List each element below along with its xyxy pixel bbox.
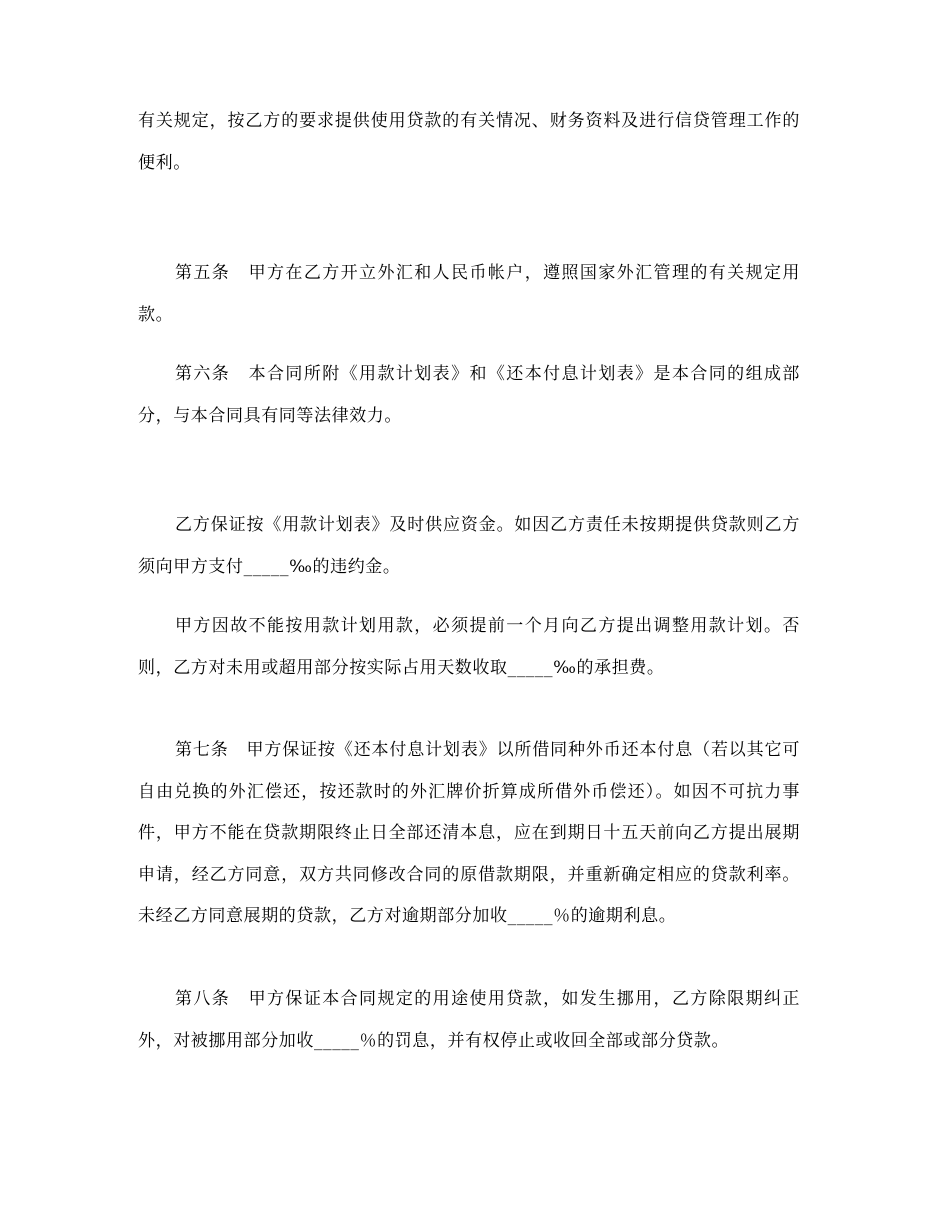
paragraph-continuation: 有关规定，按乙方的要求提供使用贷款的有关情况、财务资料及进行信贷管理工作的便利。 <box>138 111 800 173</box>
paragraph-lender-guarantee: 乙方保证按《用款计划表》及时供应资金。如因乙方责任未按期提供贷款则乙方须向甲方支付_____‰的违约金。 <box>138 515 800 577</box>
paragraph-article-7: 第七条 甲方保证按《还本付息计划表》以所借同种外币还本付息（若以其它可自由兑换的外汇偿还，按还款时的外汇牌价折算成所借外币偿还）。如因不可抗力事件，甲方不能在贷款期限终止日全部还清本息，应在到期日十五天前向乙方提出展期申请，经乙方同意，双方共同修改合同的原借款期限，并重新确定相应的贷款利率。未经乙方同意展期的贷款，乙方对逾期部分加收_____％的逾期利息。 <box>138 740 800 926</box>
paragraph-article-6: 第六条 本合同所附《用款计划表》和《还本付息计划表》是本合同的组成部分，与本合同具有同等法律效力。 <box>138 364 800 426</box>
paragraph-borrower-adjustment: 甲方因故不能按用款计划用款，必须提前一个月向乙方提出调整用款计划。否则，乙方对未用或超用部分按实际占用天数收取_____‰的承担费。 <box>138 616 800 678</box>
paragraph-article-5: 第五条 甲方在乙方开立外汇和人民币帐户，遵照国家外汇管理的有关规定用款。 <box>138 263 800 325</box>
paragraph-article-8: 第八条 甲方保证本合同规定的用途使用贷款，如发生挪用，乙方除限期纠正外，对被挪用部分加收_____％的罚息，并有权停止或收回全部或部分贷款。 <box>138 989 800 1051</box>
